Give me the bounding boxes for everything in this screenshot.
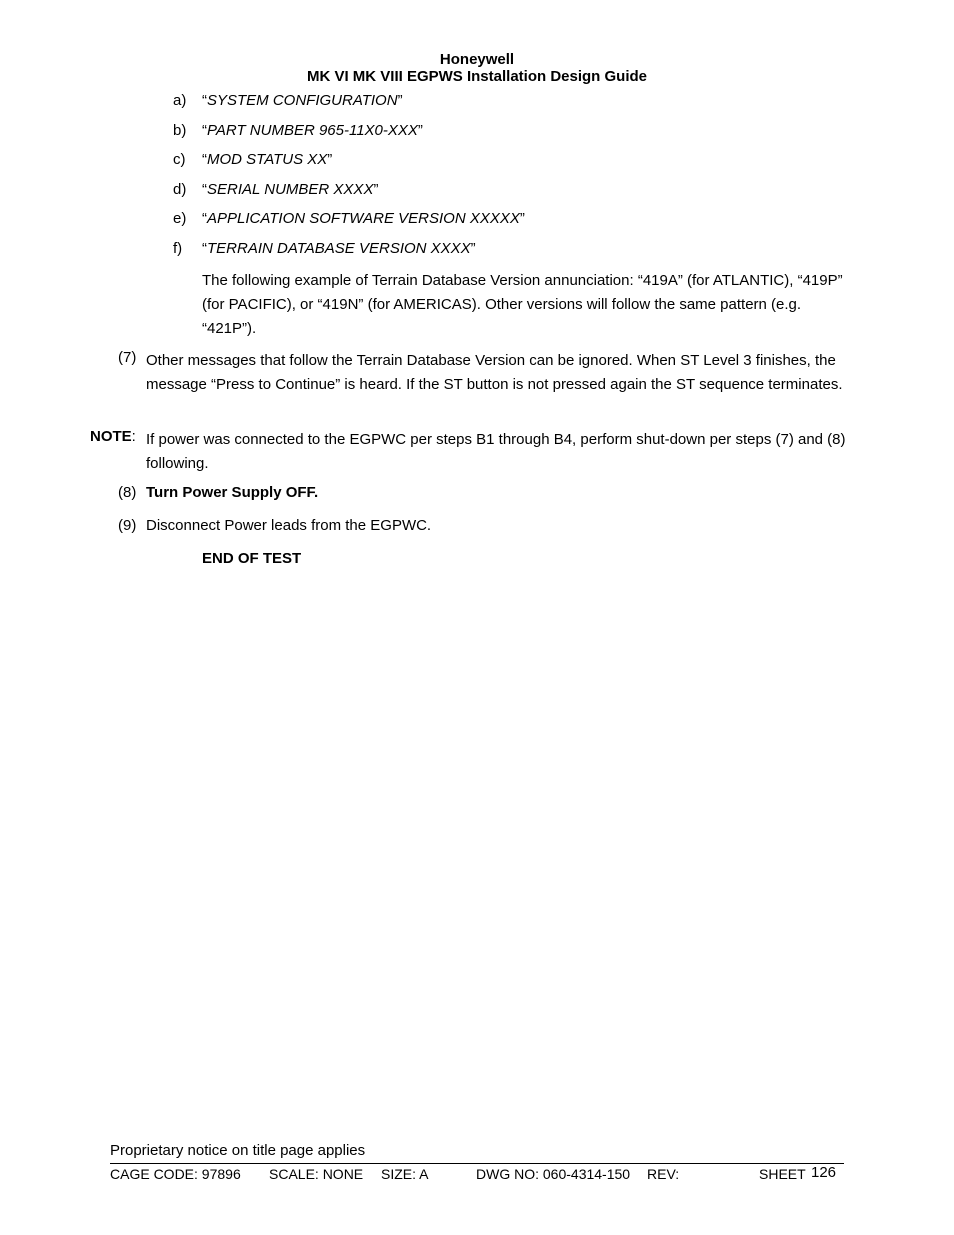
step-9-text: Disconnect Power leads from the EGPWC. <box>146 517 432 534</box>
item-text: “PART NUMBER 965-11X0-XXX” <box>202 122 423 139</box>
item-label: e) <box>173 210 187 227</box>
header-company: Honeywell <box>439 51 515 68</box>
step-8-text: Turn Power Supply OFF. <box>146 484 319 501</box>
item-text: “SERIAL NUMBER XXXX” <box>202 181 379 198</box>
cage-code: CAGE CODE: 97896 <box>110 1166 241 1182</box>
note-label: NOTE: <box>90 428 136 445</box>
item-label: a) <box>173 92 187 109</box>
item-label: c) <box>173 151 186 168</box>
sheet-label: SHEET <box>759 1166 806 1182</box>
drawing-number: DWG NO: 060-4314-150 <box>476 1166 631 1182</box>
header-title: MK VI MK VIII EGPWS Installation Design Guide <box>306 68 648 85</box>
step-7-number: (7) <box>118 349 137 366</box>
item-label: f) <box>173 240 183 257</box>
end-of-test: END OF TEST <box>202 550 302 567</box>
step-7-text: Other messages that follow the Terrain Database Version can be ignored. When ST Level 3 finishes, the message “Press to Continue” is heard. If the ST button is not pressed again the ST sequence terminates. <box>146 352 843 393</box>
size: SIZE: A <box>381 1166 429 1182</box>
item-text: “MOD STATUS XX” <box>202 151 333 168</box>
item-label: d) <box>173 181 187 198</box>
proprietary-notice: Proprietary notice on title page applies <box>110 1142 366 1159</box>
example-paragraph: The following example of Terrain Database Version annunciation: “419A” (for ATLANTIC), “419P” (for PACIFIC), or “419N” (for AMERICAS). Other versions will follow the same pattern (e.g. “421P”). <box>202 272 843 337</box>
item-label: b) <box>173 122 187 139</box>
item-text: “SYSTEM CONFIGURATION” <box>202 92 403 109</box>
footer-divider <box>110 1163 844 1164</box>
sheet-number: 126 <box>811 1164 837 1181</box>
step-9-number: (9) <box>118 517 137 534</box>
item-text: “TERRAIN DATABASE VERSION XXXX” <box>202 240 476 257</box>
revision: REV: <box>647 1166 680 1182</box>
scale: SCALE: NONE <box>269 1166 364 1182</box>
item-text: “APPLICATION SOFTWARE VERSION XXXXX” <box>202 210 525 227</box>
step-8-number: (8) <box>118 484 137 501</box>
note-text: If power was connected to the EGPWC per steps B1 through B4, perform shut-down per steps (7) and (8) following. <box>146 431 846 472</box>
